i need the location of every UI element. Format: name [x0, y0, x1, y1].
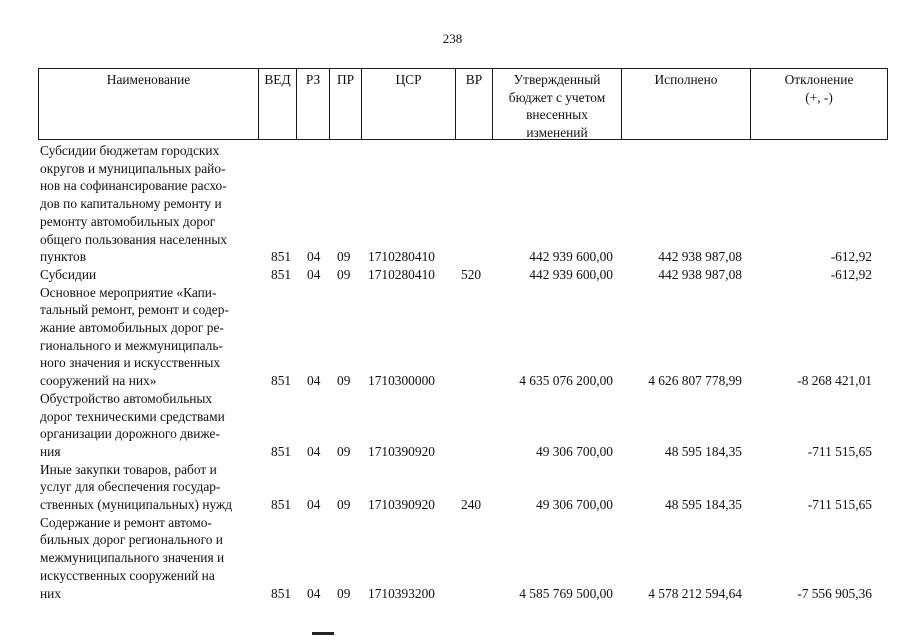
row-ved: 851 [271, 373, 292, 389]
row-name-line: ственных (муниципальных) нужд [40, 497, 233, 513]
row-rz: 04 [307, 443, 321, 459]
row-vr: 240 [461, 497, 482, 513]
row-approved: 49 306 700,00 [536, 443, 613, 459]
header-executed: Исполнено [622, 69, 751, 139]
row-approved: 442 939 600,00 [529, 266, 613, 282]
row-name-line: ного значения и искусственных [40, 355, 221, 371]
row-pr: 09 [337, 373, 351, 389]
row-deviation: -612,92 [830, 266, 872, 282]
row-csr: 1710393200 [368, 585, 435, 601]
row-ved: 851 [271, 497, 292, 513]
footer-mark [312, 632, 334, 635]
row-name-line: дов по капитальному ремонту и [40, 196, 222, 212]
header-pr: ПР [330, 69, 362, 139]
row-name-line: общего пользования населенных [40, 231, 228, 247]
row-name [40, 390, 260, 461]
table-header [38, 68, 888, 140]
row-name-line: жание автомобильных дорог ре- [40, 320, 224, 336]
row-executed: 4 578 212 594,64 [648, 585, 742, 601]
table-row [0, 284, 905, 390]
row-ved: 851 [271, 249, 292, 265]
row-pr: 09 [337, 266, 351, 282]
row-pr: 09 [337, 497, 351, 513]
row-vr: 520 [461, 266, 482, 282]
row-name [40, 284, 260, 390]
row-name-line: организации дорожного движе- [40, 426, 220, 442]
row-executed: 48 595 184,35 [665, 443, 742, 459]
row-approved: 49 306 700,00 [536, 497, 613, 513]
row-name-line: искусственных сооружений на [40, 567, 215, 583]
header-csr: ЦСР [362, 69, 456, 139]
row-name-line: округов и муниципальных райо- [40, 160, 226, 176]
header-ved: ВЕД [259, 69, 297, 139]
row-name-line: гионального и межмуниципаль- [40, 337, 223, 353]
row-ved: 851 [271, 585, 292, 601]
row-rz: 04 [307, 585, 321, 601]
row-ved: 851 [271, 443, 292, 459]
row-pr: 09 [337, 249, 351, 265]
table-row [0, 266, 905, 284]
row-name [40, 142, 260, 266]
table-row [0, 142, 905, 266]
row-csr: 1710300000 [368, 373, 435, 389]
row-name-line: услуг для обеспечения государ- [40, 479, 221, 495]
row-rz: 04 [307, 249, 321, 265]
row-csr: 1710280410 [368, 249, 435, 265]
row-csr: 1710280410 [368, 266, 435, 282]
row-name-line: сооружений на них» [40, 373, 157, 389]
header-vr: ВР [456, 69, 493, 139]
row-name-line: Содержание и ремонт автомо- [40, 514, 212, 530]
header-rz: РЗ [297, 69, 330, 139]
row-name-line: тальный ремонт, ремонт и содер- [40, 302, 229, 318]
table-row [0, 461, 905, 514]
row-csr: 1710390920 [368, 497, 435, 513]
row-deviation: -8 268 421,01 [797, 373, 872, 389]
row-executed: 442 938 987,08 [658, 266, 742, 282]
row-name-line: Обустройство автомобильных [40, 390, 213, 406]
row-name-line: ремонту автомобильных дорог [40, 213, 216, 229]
table-row [0, 390, 905, 461]
table-body [0, 142, 905, 602]
row-approved: 442 939 600,00 [529, 249, 613, 265]
row-csr: 1710390920 [368, 443, 435, 459]
row-executed: 442 938 987,08 [658, 249, 742, 265]
row-deviation: -7 556 905,36 [797, 585, 872, 601]
header-deviation: Отклонение (+, -) [784, 72, 854, 105]
row-name [40, 266, 260, 284]
row-name-line: бильных дорог регионального и [40, 532, 223, 548]
row-name [40, 461, 260, 514]
row-deviation: -711 515,65 [807, 497, 872, 513]
row-deviation: -612,92 [830, 249, 872, 265]
row-name-line: Субсидии бюджетам городских [40, 143, 220, 158]
row-rz: 04 [307, 497, 321, 513]
row-pr: 09 [337, 585, 351, 601]
row-name-line: дорог техническими средствами [40, 408, 225, 424]
row-rz: 04 [307, 266, 321, 282]
row-executed: 48 595 184,35 [665, 497, 742, 513]
row-name-line: ния [40, 443, 61, 459]
row-ved: 851 [271, 266, 292, 282]
page-number: 238 [442, 31, 463, 46]
row-name-line: Субсидии [40, 266, 97, 282]
row-executed: 4 626 807 778,99 [648, 373, 742, 389]
row-name-line: Основное мероприятие «Капи- [40, 284, 217, 300]
row-name-line: межмуниципального значения и [40, 550, 225, 566]
row-name [40, 514, 260, 603]
header-name: Наименование [39, 69, 259, 139]
row-rz: 04 [307, 373, 321, 389]
row-approved: 4 585 769 500,00 [519, 585, 613, 601]
row-name-line: нов на софинансирование расхо- [40, 178, 227, 194]
row-approved: 4 635 076 200,00 [519, 373, 613, 389]
row-name-line: Иные закупки товаров, работ и [40, 461, 217, 477]
header-approved: Утвержденный бюджет с учетом внесенных изменений [493, 69, 622, 139]
row-name-line: них [40, 585, 62, 601]
row-name-line: пунктов [40, 249, 87, 265]
table-row [0, 514, 905, 603]
row-pr: 09 [337, 443, 351, 459]
row-deviation: -711 515,65 [807, 443, 872, 459]
